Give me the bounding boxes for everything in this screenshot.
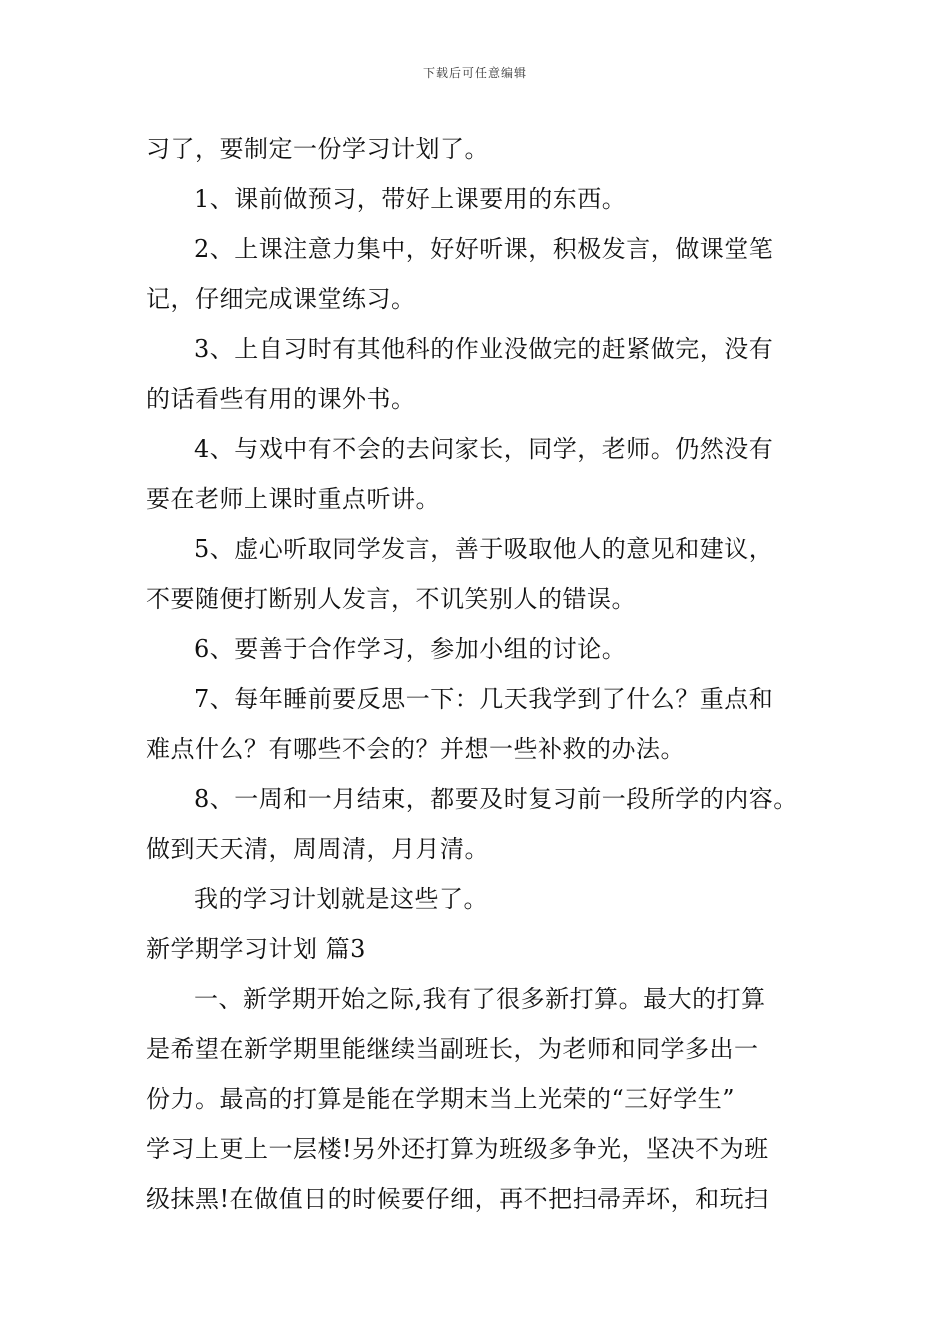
text-line: 难点什么？有哪些不会的？并想一些补救的办法。	[146, 735, 685, 763]
text-line: 3、上自习时有其他科的作业没做完的赶紧做完，没有	[194, 335, 774, 363]
text-line: 8、一周和一月结束，都要及时复习前一段所学的内容。	[194, 785, 798, 813]
text-line: 记，仔细完成课堂练习。	[146, 285, 416, 313]
text-line: 习了，要制定一份学习计划了。	[146, 135, 489, 163]
text-line: 做到天天清，周周清，月月清。	[146, 835, 489, 863]
text-line: 6、要善于合作学习，参加小组的讨论。	[194, 635, 627, 663]
text-line: 学习上更上一层楼!另外还打算为班级多争光，坚决不为班	[146, 1135, 769, 1163]
text-line: 我的学习计划就是这些了。	[194, 885, 488, 913]
section-heading: 新学期学习计划 篇3	[146, 935, 366, 963]
text-line: 2、上课注意力集中，好好听课，积极发言，做课堂笔	[194, 235, 774, 263]
text-line: 的话看些有用的课外书。	[146, 385, 416, 413]
text-line: 级抹黑!在做值日的时候要仔细，再不把扫帚弄坏，和玩扫	[146, 1185, 769, 1213]
text-line: 一、新学期开始之际,我有了很多新打算。最大的打算	[194, 985, 766, 1013]
text-line: 7、每年睡前要反思一下：几天我学到了什么？重点和	[194, 685, 774, 713]
text-line: 要在老师上课时重点听讲。	[146, 485, 440, 513]
text-line: 份力。最高的打算是能在学期末当上光荣的“三好学生”	[146, 1085, 736, 1113]
text-line: 不要随便打断别人发言，不讥笑别人的错误。	[146, 585, 636, 613]
text-line: 4、与戏中有不会的去问家长，同学，老师。仍然没有	[194, 435, 774, 463]
text-line: 5、虚心听取同学发言，善于吸取他人的意见和建议，	[194, 535, 774, 563]
text-line: 1、课前做预习，带好上课要用的东西。	[194, 185, 627, 213]
document-body	[146, 124, 816, 1224]
text-line: 是希望在新学期里能继续当副班长，为老师和同学多出一	[146, 1035, 759, 1063]
page-header: 下载后可任意编辑	[422, 66, 527, 80]
